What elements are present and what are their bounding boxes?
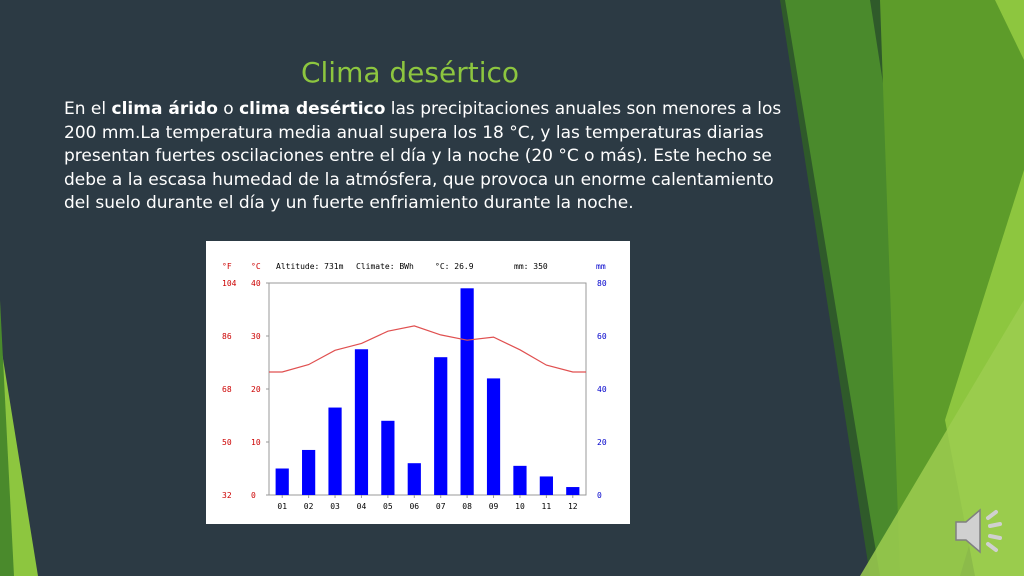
temperature-line [269,326,586,372]
speaker-body [956,510,980,552]
x-tick-label: 08 [462,502,472,511]
x-tick-label: 02 [303,502,314,511]
x-tick-label: 05 [383,502,393,511]
y-tick-fahrenheit: 68 [222,385,232,394]
precipitation-bar [566,487,579,495]
header-precip: mm: 350 [514,262,548,271]
y-tick-mm: 60 [597,332,607,341]
speaker-wave [988,544,996,550]
precipitation-bar [434,357,447,495]
precipitation-bar [328,408,341,495]
y-tick-fahrenheit: 104 [222,279,237,288]
header-temp: °C: 26.9 [435,262,474,271]
y-tick-fahrenheit: 50 [222,438,232,447]
plot-frame [269,283,586,495]
climate-chart-svg [206,241,630,524]
precipitation-bar [487,378,500,495]
y-tick-celsius: 40 [251,279,261,288]
header-climate: Climate: BWh [356,262,414,271]
x-tick-label: 01 [277,502,288,511]
slide-title: Clima desértico [300,56,520,89]
precipitation-bar [513,466,526,495]
x-tick-label: 11 [541,502,552,511]
body-text-part: o [217,99,240,119]
y-tick-celsius: 30 [251,332,261,341]
header-altitude: Altitude: 731m [276,262,344,271]
precipitation-bar [461,288,474,495]
y-tick-mm: 40 [597,385,607,394]
x-tick-label: 03 [330,502,340,511]
speaker-wave [990,524,1000,526]
speaker-wave [988,512,996,518]
x-tick-label: 10 [515,502,525,511]
x-tick-label: 12 [567,502,578,511]
x-tick-label: 06 [409,502,420,511]
precipitation-bar [408,463,421,495]
y-tick-fahrenheit: 86 [222,332,232,341]
y-tick-celsius: 20 [251,385,261,394]
speaker-icon[interactable] [952,506,1008,556]
header-c-unit: °C [251,262,261,271]
precipitation-bar [540,476,553,495]
x-tick-label: 07 [435,502,446,511]
climate-chart [206,241,630,524]
y-tick-mm: 0 [597,491,602,500]
y-tick-mm: 20 [597,438,607,447]
x-tick-label: 04 [356,502,367,511]
precipitation-bar [381,421,394,495]
precipitation-bar [302,450,315,495]
slide-body-text [64,98,784,216]
y-tick-celsius: 0 [251,491,256,500]
precipitation-bar [276,469,289,496]
precipitation-bar [355,349,368,495]
body-text-part: las precipitaciones anuales son menores a los 200 mm.La temperatura media anual supera los 18 °C, y las temperaturas diarias presentan fuertes oscilaciones entre el día y la noche (20 °C o más). Este hecho se debe a la escasa humedad de la atmósfera, que provoca un enorme calentamiento del suelo durante el día y un fuerte enfriamiento durante la noche. [64,99,782,213]
y-tick-celsius: 10 [251,438,261,447]
header-f-unit: °F [222,262,232,271]
speaker-wave [990,536,1000,538]
header-mm-unit: mm [596,262,606,271]
body-bold-term: clima desértico [239,99,386,119]
body-text-part: En el [64,99,112,119]
y-tick-mm: 80 [597,279,607,288]
body-bold-term: clima árido [111,99,218,119]
x-tick-label: 09 [488,502,499,511]
y-tick-fahrenheit: 32 [222,491,232,500]
